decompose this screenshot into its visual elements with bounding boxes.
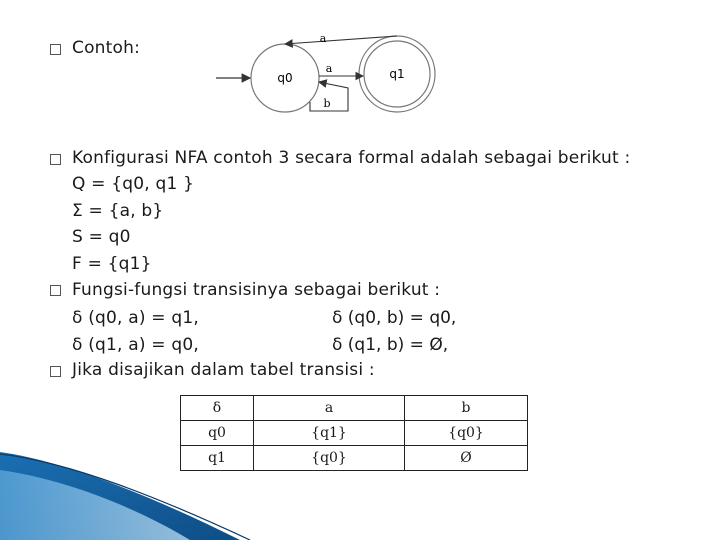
- table-cell: {q1}: [254, 421, 405, 446]
- set-q-line: Q = {q0, q1 }: [72, 174, 195, 194]
- table-header-row: [181, 396, 528, 421]
- bullet-marker: [50, 285, 61, 296]
- set-sigma-line: Σ = {a, b}: [72, 201, 164, 221]
- final-state-line: F = {q1}: [72, 254, 152, 274]
- table-cell: {q0}: [405, 421, 528, 446]
- table-cell: q1: [181, 446, 254, 471]
- table-intro-line: Jika disajikan dalam tabel transisi :: [72, 360, 375, 380]
- decorative-swoosh: [0, 440, 260, 540]
- edge-q1-q0-label: a: [319, 32, 327, 45]
- table-header-cell: a: [254, 396, 405, 421]
- bullet-marker: [50, 154, 61, 165]
- bullet-marker: [50, 366, 61, 377]
- edge-q0-self-label: b: [323, 97, 331, 110]
- table-cell: {q0}: [254, 446, 405, 471]
- table-header-cell: b: [405, 396, 528, 421]
- transition-left: δ (q0, a) = q1,: [72, 308, 199, 328]
- table-cell: q0: [181, 421, 254, 446]
- contoh-label: Contoh:: [72, 38, 141, 58]
- transition-left: δ (q1, a) = q0,: [72, 335, 199, 355]
- start-state-line: S = q0: [72, 227, 131, 247]
- edge-q0-q1-label: a: [325, 62, 333, 75]
- bullet-marker: [50, 44, 61, 55]
- table-header-cell: δ: [181, 396, 254, 421]
- state-q0-label: q0: [277, 71, 293, 85]
- config-line: Konfigurasi NFA contoh 3 secara formal adalah sebagai berikut :: [72, 148, 631, 168]
- state-q1-label: q1: [389, 67, 405, 81]
- transition-function-heading: Fungsi-fungsi transisinya sebagai berikut :: [72, 280, 441, 300]
- transition-right: δ (q1, b) = Ø,: [332, 335, 449, 355]
- table-cell: Ø: [405, 446, 528, 471]
- nfa-diagram: [200, 30, 450, 115]
- transition-right: δ (q0, b) = q0,: [332, 308, 457, 328]
